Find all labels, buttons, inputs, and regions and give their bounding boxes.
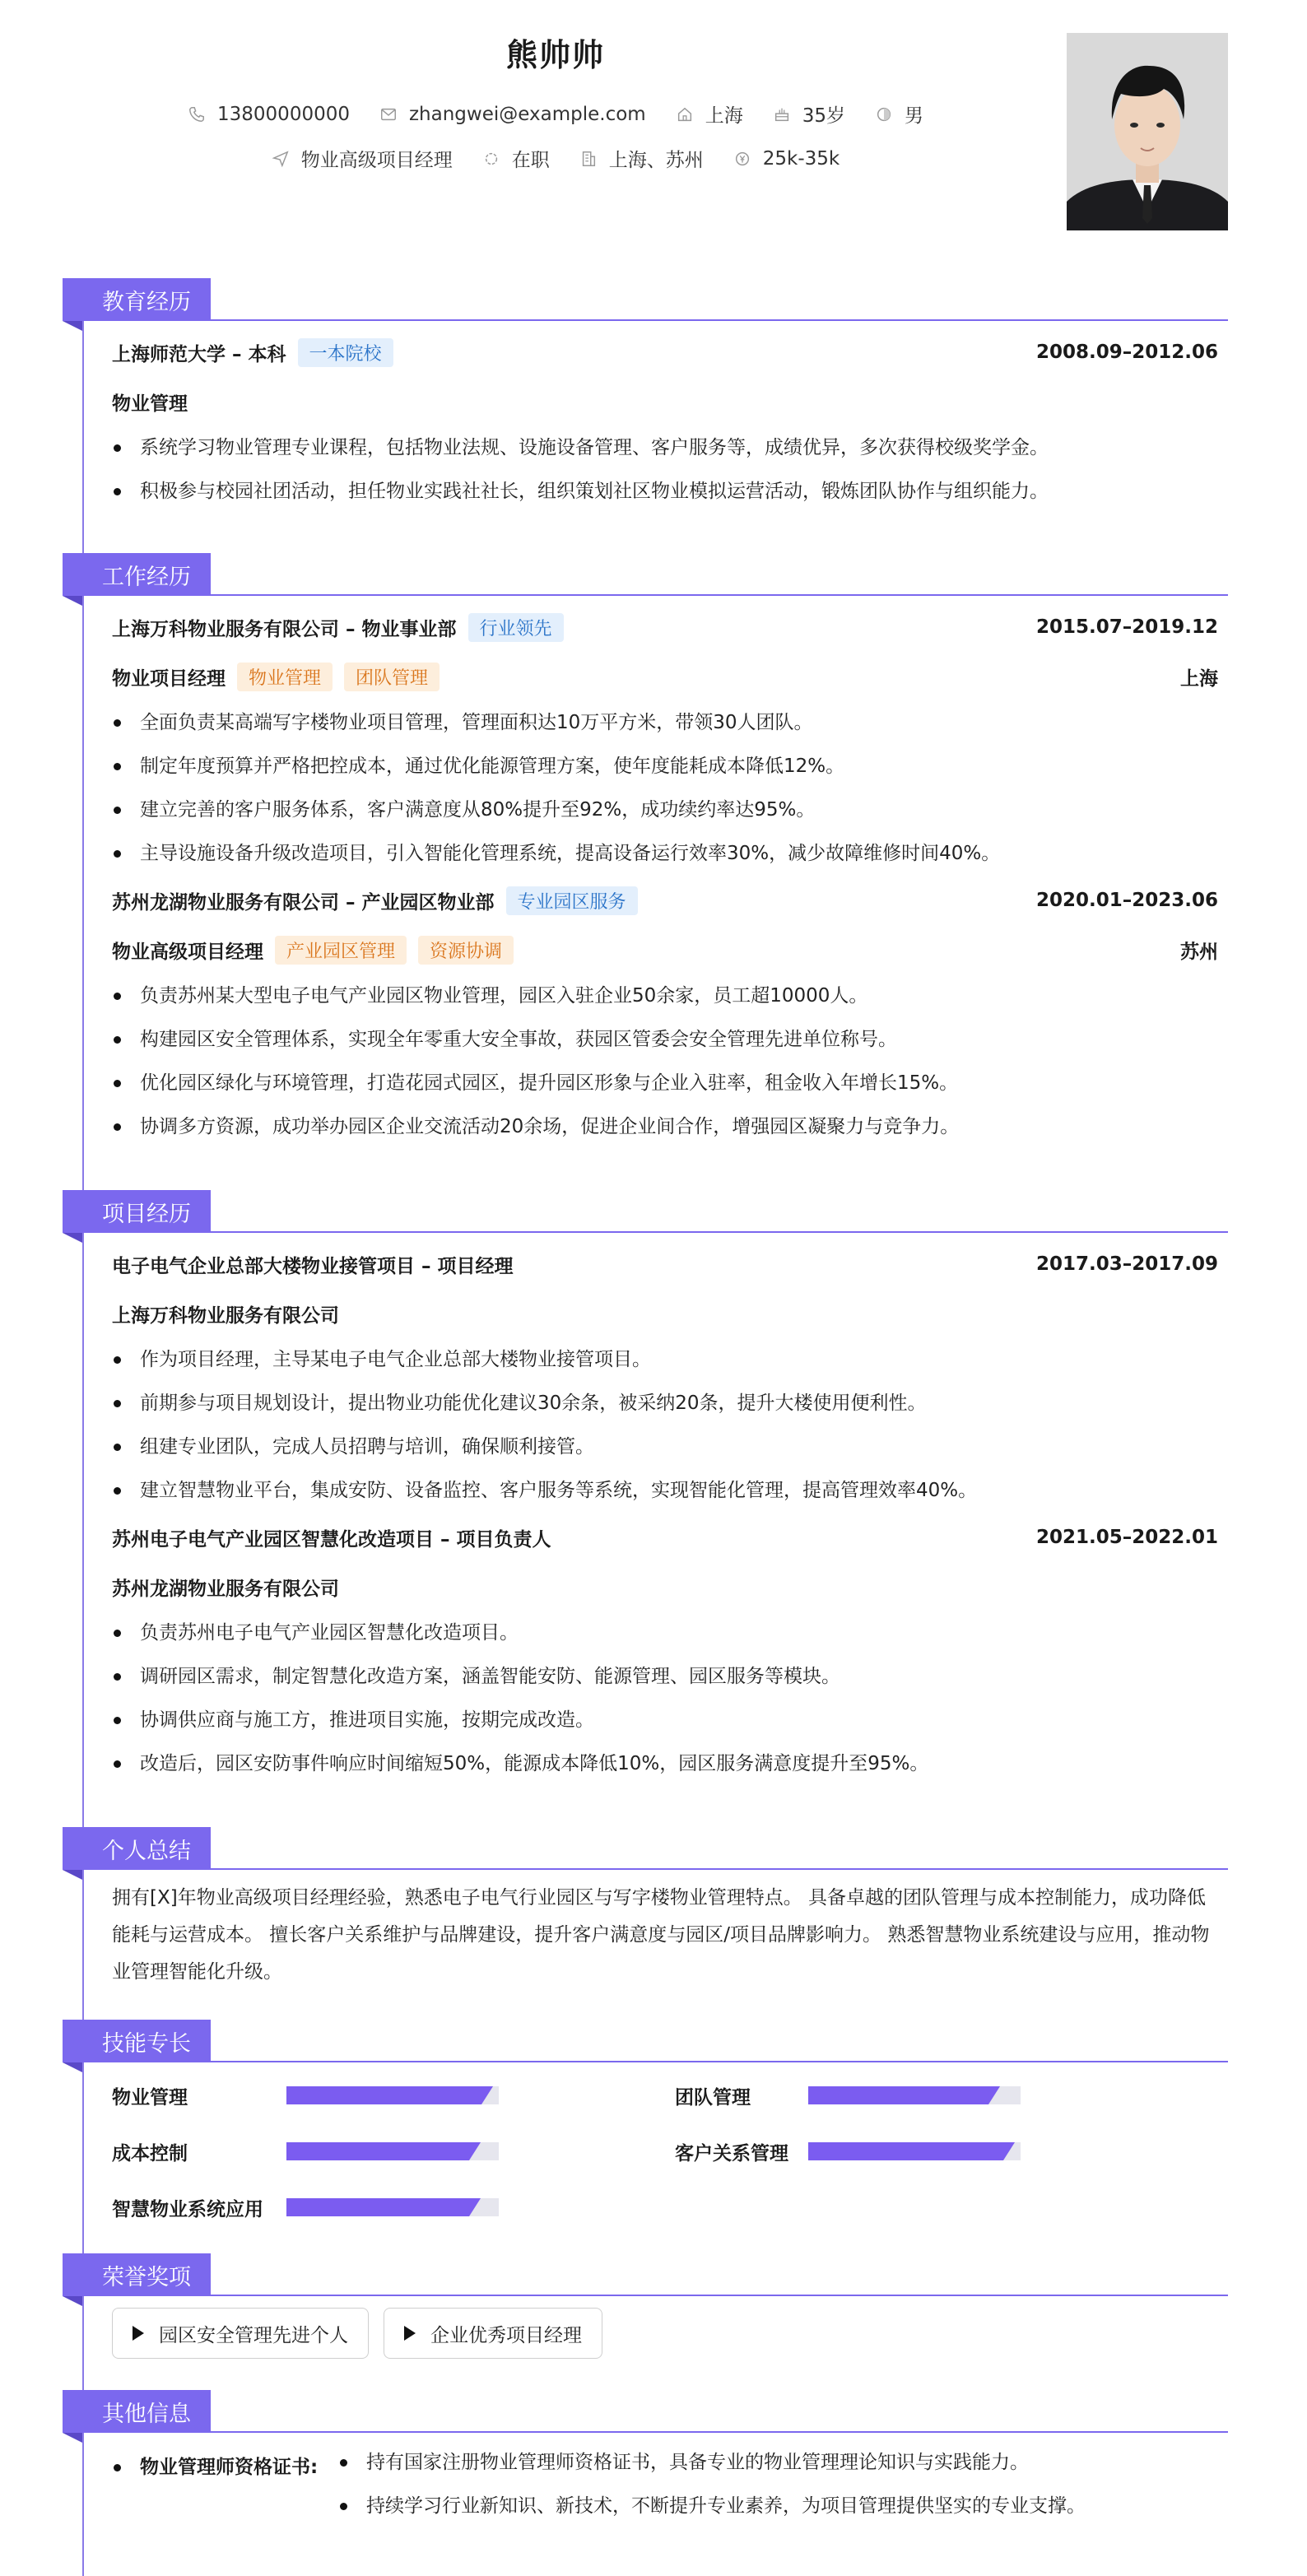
yen-icon [733, 150, 751, 168]
skill-item [112, 2191, 499, 2224]
skill-tag: 资源协调 [418, 936, 514, 965]
home-icon [676, 105, 694, 123]
skill-bar [286, 2086, 499, 2104]
award-label: 企业优秀项目经理 [430, 2324, 582, 2346]
list-item: 改造后，园区安防事件响应时间缩短50%，能源成本降低10%，园区服务满意度提升至95%。 [112, 1742, 1218, 1786]
skills-header [63, 2020, 1228, 2062]
education-entry [63, 321, 1228, 514]
other-info [63, 2433, 1228, 2528]
age-item [773, 100, 845, 128]
skills-grid [63, 2062, 1228, 2244]
job-bullets [112, 701, 1218, 876]
major: 物业管理 [112, 393, 188, 415]
job-location: 苏州 [1180, 941, 1218, 963]
job-intent-row [0, 145, 1111, 172]
list-item: 协调多方资源，成功举办园区企业交流活动20余场，促进企业间合作，增强园区凝聚力与竞争力。 [112, 1105, 1218, 1149]
skill-bar-fill [808, 2142, 1003, 2160]
skill-bar [286, 2198, 499, 2216]
skill-tag: 物业管理 [237, 663, 333, 691]
other-section [63, 2390, 1228, 2528]
projects-header [63, 1190, 1228, 1233]
job-period: 2020.01–2023.06 [1035, 890, 1218, 911]
city-text: 上海 [705, 105, 743, 127]
status-icon [482, 150, 500, 168]
list-item: 系统学习物业管理专业课程，包括物业法规、设施设备管理、客户服务等，成绩优异，多次获得校级奖学金。 [112, 426, 1218, 470]
skill-tag: 团队管理 [344, 663, 440, 691]
skill-bar [286, 2142, 499, 2160]
section-title: 荣誉奖项 [63, 2253, 211, 2296]
section-divider [63, 1868, 1228, 1870]
school-name: 上海师范大学 – 本科 [112, 343, 286, 365]
skill-name: 智慧物业系统应用 [112, 2198, 263, 2220]
projects-section [63, 1190, 1228, 1786]
awards-section [63, 2253, 1228, 2359]
phone-icon [188, 105, 206, 123]
email-item [379, 104, 646, 125]
section-title: 其他信息 [63, 2390, 211, 2433]
summary-text: 拥有[X]年物业高级项目经理经验，熟悉电子电气行业园区与写字楼物业管理特点。 具备卓越的团队管理与成本控制能力，成功降低能耗与运营成本。 擅长客户关系维护与品牌建设，提升客户满意度与园区/项目品牌影响力。 熟悉智慧物业系统建设与应用，推动物业管理智能化升级。 [112, 1887, 1210, 1983]
section-title: 项目经历 [63, 1190, 211, 1233]
company-tag: 行业领先 [468, 613, 564, 642]
list-item: 协调供应商与施工方，推进项目实施，按期完成改造。 [112, 1699, 1218, 1742]
gender-text: 男 [904, 105, 923, 127]
skill-item [112, 2135, 499, 2168]
send-icon [272, 150, 290, 168]
avatar-photo [1067, 33, 1228, 230]
skill-item [112, 2079, 499, 2112]
list-item: 作为项目经理，主导某电子电气企业总部大楼物业接管项目。 [112, 1338, 1218, 1382]
skill-name: 团队管理 [675, 2086, 751, 2109]
project-company: 上海万科物业服务有限公司 [112, 1304, 339, 1327]
list-item: 积极参与校园社团活动，担任物业实践社社长，组织策划社区物业模拟运营活动，锻炼团队协作与组织能力。 [112, 470, 1218, 514]
skill-name: 成本控制 [112, 2142, 188, 2164]
awards-list [63, 2296, 1228, 2359]
skill-name: 物业管理 [112, 2086, 188, 2109]
job-row [112, 602, 1218, 652]
position-text: 物业高级项目经理 [300, 150, 453, 171]
gender-item [875, 100, 923, 128]
list-item: 建立完善的客户服务体系，客户满意度从80%提升至92%，成功续约率达95%。 [112, 788, 1218, 832]
skill-item [675, 2079, 1021, 2112]
section-title: 工作经历 [63, 553, 211, 596]
role-row [112, 652, 1218, 701]
education-row [112, 328, 1218, 377]
section-divider [63, 2295, 1228, 2296]
section-tab-fold [63, 2296, 82, 2306]
target-city-text: 上海、苏州 [608, 150, 704, 171]
job-period: 2015.07–2019.12 [1035, 616, 1218, 638]
skill-bar-fill [808, 2086, 988, 2104]
job-bullets [112, 974, 1218, 1149]
status-item [482, 145, 550, 172]
status-text: 在职 [511, 150, 550, 171]
list-item: 构建园区安全管理体系，实现全年零重大安全事故，获园区管委会安全管理先进单位称号。 [112, 1018, 1218, 1062]
education-section [63, 278, 1228, 514]
skill-tag: 产业园区管理 [275, 936, 407, 965]
company-tag: 专业园区服务 [506, 886, 638, 915]
education-header [63, 278, 1228, 321]
target-city-item [579, 145, 704, 172]
list-item: 主导设施设备升级改造项目，引入智能化管理系统，提高设备运行效率30%，减少故障维修时间40%。 [112, 832, 1218, 876]
list-item: 负责苏州某大型电子电气产业园区物业管理，园区入驻企业50余家，员工超10000人。 [112, 974, 1218, 1018]
work-header [63, 553, 1228, 596]
work-entry [63, 596, 1228, 1149]
list-item: 负责苏州电子电气产业园区智慧化改造项目。 [112, 1611, 1218, 1655]
awards-header [63, 2253, 1228, 2296]
skill-bar [808, 2142, 1021, 2160]
job-role: 物业项目经理 [112, 667, 226, 690]
list-item: 调研园区需求，制定智慧化改造方案，涵盖智能安防、能源管理、园区服务等模块。 [112, 1655, 1218, 1699]
summary-header [63, 1827, 1228, 1870]
project-company: 苏州龙湖物业服务有限公司 [112, 1578, 339, 1600]
project-row [112, 1239, 1218, 1289]
email-text: zhangwei@example.com [408, 103, 646, 125]
other-bullets [338, 2441, 1228, 2528]
certificate-label: 物业管理师资格证书: [140, 2446, 318, 2490]
project-period: 2017.03–2017.09 [1035, 1253, 1218, 1275]
phone-text: 13800000000 [217, 103, 350, 125]
project-bullets [112, 1338, 1218, 1513]
skill-bar-fill [286, 2142, 469, 2160]
contact-row [0, 100, 1111, 128]
skill-bar-fill [286, 2086, 481, 2104]
project-name: 电子电气企业总部大楼物业接管项目 – 项目经理 [112, 1255, 514, 1277]
candidate-name: 熊帅帅 [505, 37, 605, 73]
age-text: 35岁 [802, 105, 845, 127]
list-item: 建立智慧物业平台，集成安防、设备监控、客户服务等系统，实现智能化管理，提高管理效率40%。 [112, 1469, 1218, 1513]
award-chip [384, 2308, 602, 2359]
skills-section [63, 2020, 1228, 2244]
work-section [63, 553, 1228, 1149]
gender-icon [875, 105, 893, 123]
education-period: 2008.09–2012.06 [1035, 342, 1218, 363]
mail-icon [379, 105, 398, 123]
salary-text: 25k-35k [762, 147, 840, 170]
section-title: 教育经历 [63, 278, 211, 321]
skill-bar [808, 2086, 1021, 2104]
project-row [112, 1513, 1218, 1562]
play-icon [404, 2326, 416, 2341]
position-item [272, 145, 453, 172]
school-tag: 一本院校 [298, 338, 393, 367]
summary-section [63, 1827, 1228, 1991]
project-bullets [112, 1611, 1218, 1786]
list-item: 前期参与项目规划设计，提出物业功能优化建议30余条，被采纳20条，提升大楼使用便利性。 [112, 1382, 1218, 1425]
skill-item [675, 2135, 1021, 2168]
section-title: 个人总结 [63, 1827, 211, 1870]
role-row [112, 925, 1218, 974]
cake-icon [773, 105, 791, 123]
project-name: 苏州电子电气产业园区智慧化改造项目 – 项目负责人 [112, 1528, 551, 1551]
award-chip [112, 2308, 369, 2359]
list-item: 持续学习行业新知识、新技术，不断提升专业素养，为项目管理提供坚实的专业支撑。 [338, 2485, 1228, 2528]
company-name: 苏州龙湖物业服务有限公司 – 产业园区物业部 [112, 891, 495, 914]
list-item: 全面负责某高端写字楼物业项目管理，管理面积达10万平方米，带领30人团队。 [112, 701, 1218, 745]
salary-item [733, 148, 840, 170]
section-title: 技能专长 [63, 2020, 211, 2062]
list-item: 组建专业团队，完成人员招聘与培训，确保顺利接管。 [112, 1425, 1218, 1469]
building-icon [579, 150, 598, 168]
city-item [676, 100, 743, 128]
award-label: 园区安全管理先进个人 [159, 2324, 348, 2346]
job-row [112, 876, 1218, 925]
skill-bar-fill [286, 2198, 469, 2216]
job-location: 上海 [1180, 667, 1218, 690]
company-name: 上海万科物业服务有限公司 – 物业事业部 [112, 618, 457, 640]
project-entry [63, 1233, 1228, 1786]
list-item: 优化园区绿化与环境管理，打造花园式园区，提升园区形象与企业入驻率，租金收入年增长15%。 [112, 1062, 1218, 1105]
job-role: 物业高级项目经理 [112, 941, 263, 963]
other-header [63, 2390, 1228, 2433]
project-period: 2021.05–2022.01 [1035, 1527, 1218, 1548]
skill-name: 客户关系管理 [675, 2142, 788, 2164]
list-item: 制定年度预算并严格把控成本，通过优化能源管理方案，使年度能耗成本降低12%。 [112, 745, 1218, 788]
list-item: 持有国家注册物业管理师资格证书，具备专业的物业管理理论知识与实践能力。 [338, 2441, 1228, 2485]
play-icon [133, 2326, 144, 2341]
section-tab-fold [63, 1870, 82, 1880]
phone-item [188, 104, 350, 125]
education-bullets [112, 426, 1218, 514]
